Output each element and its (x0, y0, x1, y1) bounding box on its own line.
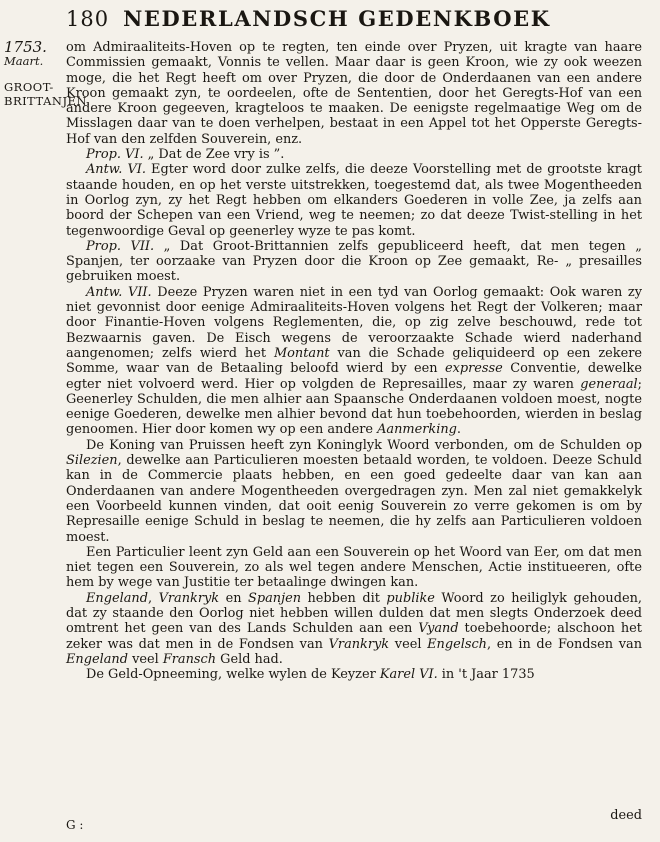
italic-text: Fransch (162, 651, 217, 667)
italic-text: generaal (580, 376, 638, 392)
italic-text: Montant (273, 345, 330, 361)
paragraph (66, 591, 642, 667)
italic-text: Prop. VI. (86, 147, 144, 163)
italic-text: Silezien (66, 453, 118, 469)
catchword: deed (610, 808, 642, 823)
margin-country-2: BRITTANJEN. (4, 94, 91, 108)
signature-mark: G : (66, 818, 84, 832)
text-run: De Geld-Opneeming, welke wylen de Keyzer (86, 667, 380, 683)
text-run: toebehoorde; alschoon het zeker was dat men in de Fondsen van (66, 621, 642, 652)
paragraph (66, 545, 642, 591)
italic-text: Vrankryk (158, 590, 220, 606)
margin-notes (4, 38, 91, 108)
page-header (66, 6, 646, 36)
body-text (66, 40, 642, 682)
text-run: De Koning van Pruissen heeft zyn Koninglyk Woord verbonden, om de Schulden op (86, 437, 642, 453)
page-number: 180 (66, 7, 110, 31)
text-run: Conventie, dewelke egter niet volvoerd werd. Hier op volgden de Represailles, maar zy waren (66, 361, 642, 392)
italic-text: expresse (444, 361, 503, 377)
paragraph (66, 40, 642, 147)
italic-text: Prop. VII. (86, 238, 155, 254)
paragraph (66, 162, 642, 238)
italic-text: Engeland (66, 651, 128, 667)
text-run: Een Particulier leent zyn Geld aan een Souverein op het Woord van Eer, om dat men niet tegen een Souverein, zo als wel tegen andere Menschen, Actie institueeren, ofte hem by wege van Justitie ter betaalinge dwingen kan. (66, 544, 642, 591)
italic-text: Vrankryk (328, 636, 390, 652)
text-run: . (456, 422, 462, 438)
italic-text: Aanmerking (377, 422, 457, 438)
margin-year: 1753. (4, 38, 47, 56)
paragraph (66, 667, 642, 682)
italic-text: publike (386, 590, 435, 606)
text-run: veel (127, 651, 163, 667)
text-run: en (219, 590, 248, 606)
italic-text: Spanjen (248, 590, 301, 606)
text-run: Geld had. (216, 651, 283, 667)
text-run: ; Geenerley Schulden, die men alhier aan Spaansche Onderdaanen voldoen moest, nogte eenige Goederen, dewelke men alhier bevond dat hun toebehoorden, wierden in beslag genoomen. Hier door komen wy op een andere (66, 376, 642, 438)
running-head: NEDERLANDSCH GEDENKBOEK (123, 6, 551, 31)
text-run: in 't Jaar 1735 (437, 667, 535, 683)
text-run: Woord zo heiliglyk gehouden, dat zy staande den Oorlog niet hebben willen dulden dat men slegts Onderzoek deed omtrent het geen van des Lands Schulden aan een (66, 590, 642, 637)
paragraph (66, 147, 642, 162)
text-run: , en in de Fondsen van (486, 636, 642, 652)
text-run: van die Schade geliquideerd op een zekere Somme, waar van de Betaaling beloofd wierd by een (66, 345, 642, 377)
text-run: veel (389, 636, 428, 652)
margin-month: Maart. (4, 54, 44, 68)
margin-country-1: GROOT- (4, 80, 54, 94)
text-run: hebben dit (301, 590, 387, 606)
italic-text: Antw. VI. (86, 162, 146, 178)
text-run: , (147, 590, 159, 606)
italic-text: Vyand (418, 621, 459, 637)
text-run: om Admiraaliteits-Hoven op te regten, ten einde over Pryzen, uit kragte van haare Commissien gemaakt, Vonnis te vellen. Maar daar is geen Kroon, wie zy ook weezen moge, die het Regt heeft om over Pryzen, die door de Onderdaanen van een andere Kroon gemaakt zyn, te oordeelen, ofte de Sententien, door het Geregts-Hof van een andere Kroon gegeeven, kragteloos te maaken. De eenigste regelmaatige Weg om de Misslagen daar van te doen verhelpen, bestaat in een Appel tot het Opperste Geregts-Hof van den zelfden Souverein, enz. (66, 40, 642, 147)
text-run: Deeze Pryzen waren niet in een tyd van Oorlog gemaakt: Ook waren zy niet gevonnist door eenige Admiraaliteits-Hoven volgens het Regt der Volkeren; maar door Finantie-Hoven volgens Reglementen, die, op zig zelve beschouwd, rede tot Bezwaarnis gaven. De Eisch wegens de veroorzaakte Schade wierd naderhand aangenomen; zelfs wierd het (66, 284, 642, 361)
text-run: „ Dat de Zee vry is ”. (143, 147, 285, 163)
paragraph (66, 239, 642, 285)
italic-text: Engelsch (427, 636, 487, 652)
italic-text: Antw. VII. (86, 284, 152, 300)
italic-text: Engeland (86, 590, 148, 606)
paragraph (66, 438, 642, 545)
paragraph (66, 285, 642, 438)
text-run: Egter word door zulke zelfs, die deeze Voorstelling met de grootste kragt staande houden, en op het verste uitstrekken, toegestemd dat, als twee Mogentheeden in Oorlog zyn, zy het Regt hebben om elkanders Goederen in volle Zee, ja zelfs aan boord der Schepen van een Vriend, weg te neemen; zo dat deeze Twist-stelling in het tegenwoordige Geval op geenerley wyze te pas komt. (66, 162, 642, 239)
text-run: , dewelke aan Particulieren moesten betaald worden, te voldoen. Deeze Schuld kan in de Commercie plaats hebben, en een goed gedeelte daar van kan aan Onderdaanen van andere Mogentheeden overgedragen zyn. Men zal niet gemakkelyk een Voorbeeld kunnen vinden, dat ooit eenig Souverein zo verre gekomen is om by Represaille eenige Schuld in beslag te neemen, die hy zelfs aan Particulieren voldoen moest. (66, 453, 642, 545)
italic-text: Karel VI. (379, 667, 438, 683)
text-run: „ Dat Groot-Brittannien zelfs gepubliceerd heeft, dat men tegen „ Spanjen, ter oorzaake van Pryzen door die Kroon op Zee gemaakt, Re- „ presailles gebruiken moest. (66, 238, 642, 285)
